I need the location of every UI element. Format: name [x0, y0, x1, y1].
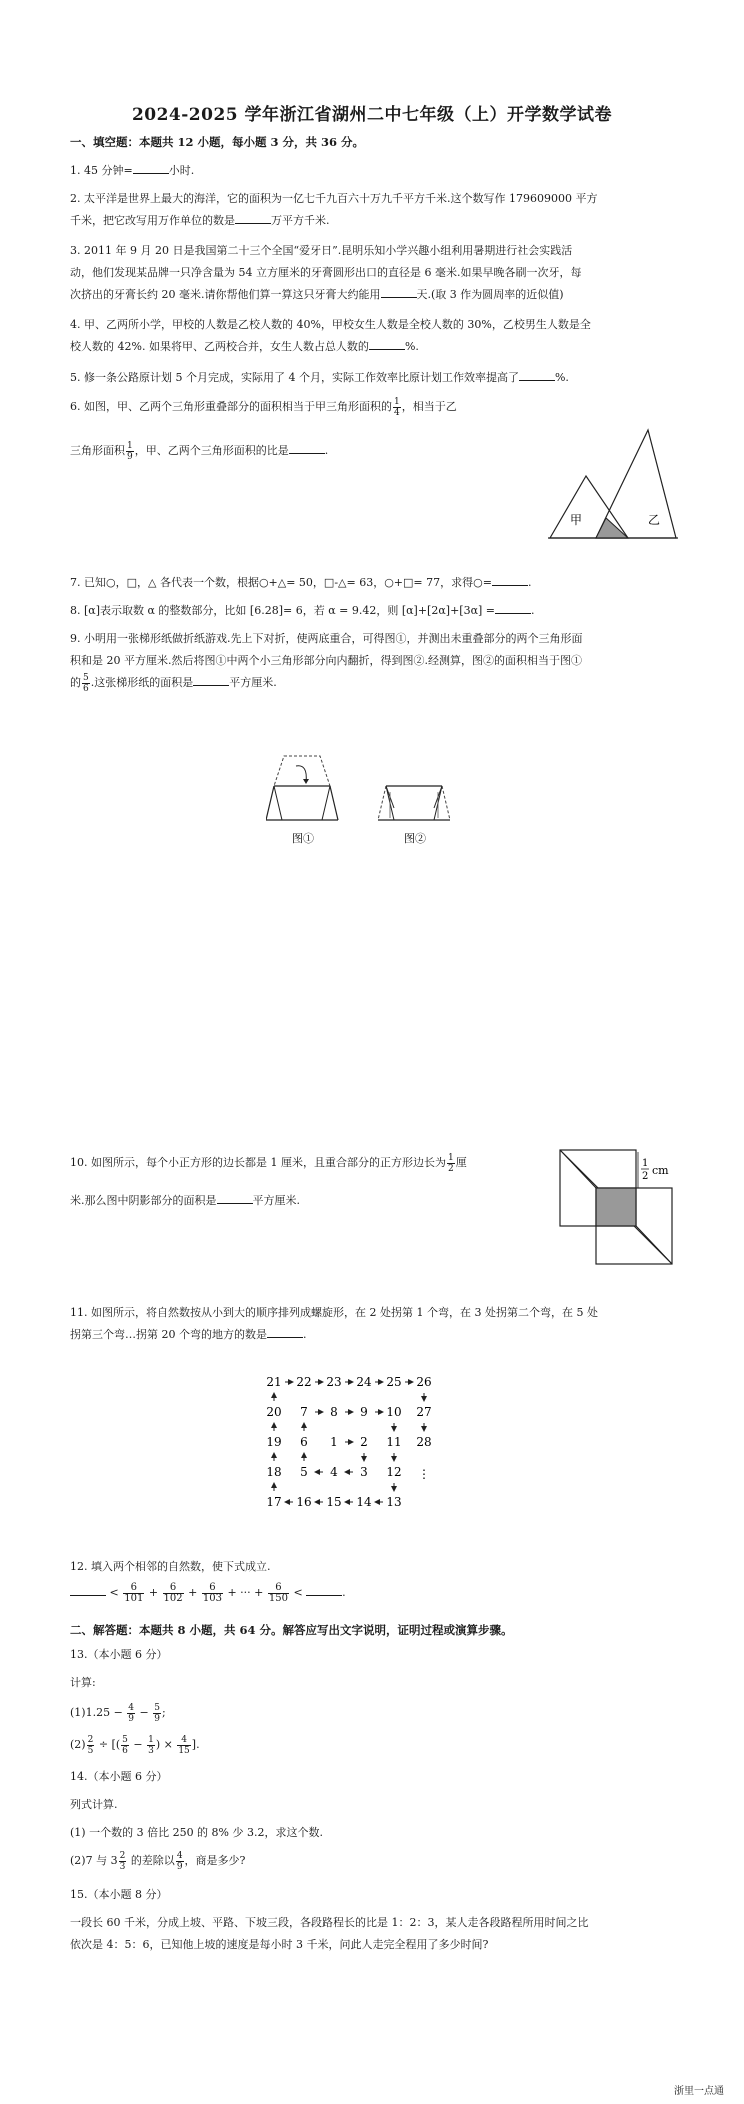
answer-blank[interactable]	[267, 1327, 303, 1338]
question-12-formula: < $\frac{6}{101}$ + $\frac{6}{102}$ + $\frac{6}{103}$ + ··· + $\frac{6}{150}$ < .	[70, 1578, 676, 1608]
question-11: 11. 如图所示，将自然数按从小到大的顺序排列成螺旋形，在 2 处拐第 1 个弯，在 3 处拐第二个弯，在 5 处 拐第三个弯…拐第 20 个弯的地方的数是 .	[70, 1306, 598, 1341]
question-5: 5. 修一条公路原计划 5 个月完成，实际用了 4 个月，实际工作效率比原计划工作效率提高了 %.	[70, 371, 569, 384]
spiral-number: 27	[416, 1405, 432, 1419]
spiral-number: 7	[300, 1405, 308, 1419]
question-7: 7. 已知○，□，△ 各代表一个数，根据○+△= 50，□-△= 63，○+□= 77，求得○= .	[70, 576, 532, 589]
spiral-number: 20	[266, 1405, 282, 1419]
overlap-shaded	[596, 518, 628, 538]
question-2: 2. 太平洋是世界上最大的海洋，它的面积为一亿七千九百六十万九千平方千米.这个数写作 179609000 平方 千米，把它改写用万作单位的数是 万平方千米.	[70, 192, 598, 227]
question-1: 1. 45 分钟= 小时.	[70, 164, 195, 177]
footer-brand: 浙里一点通	[674, 2086, 724, 2097]
spiral-number: 1	[330, 1435, 338, 1449]
answer-blank-right[interactable]	[306, 1585, 342, 1596]
question-14-intro: 列式计算.	[70, 1798, 118, 1811]
spiral-figure	[260, 1370, 490, 1530]
question-15-body: 一段长 60 千米，分成上坡、平路、下坡三段，各段路程长的比是 1：2：3，某人走各段路程所用时间之比 依次是 4：5：6，已知他上坡的速度是每小时 3 千米，问此人走完全程用了多少时间?	[70, 1916, 589, 1951]
spiral-number: 11	[386, 1435, 402, 1449]
spiral-number: 9	[360, 1405, 368, 1419]
spiral-number: 22	[296, 1375, 312, 1389]
answer-blank[interactable]	[495, 603, 531, 614]
fig-label-den: 2	[642, 1171, 649, 1182]
spiral-number: 17	[266, 1495, 282, 1509]
fig-label-unit: cm	[652, 1164, 669, 1177]
answer-blank[interactable]	[519, 370, 555, 381]
question-10-line2: 米.那么图中阴影部分的面积是 平方厘米.	[70, 1194, 300, 1207]
answer-blank[interactable]	[217, 1193, 253, 1204]
question-9: 9. 小明用一张梯形纸做折纸游戏.先上下对折，使两底重合，可得图①，并测出未重叠部分的两个三角形面 积和是 20 平方厘米.然后将图①中两个小三角形部分向内翻折，得到图②.经测算，图②的面积相当于图① 的 $\frac{5}{6}$ .这张梯形纸的面积是 平方厘米.	[70, 632, 583, 694]
spiral-number: 15	[326, 1495, 342, 1509]
spiral-number: 10	[386, 1405, 402, 1419]
answer-blank[interactable]	[381, 287, 417, 298]
spiral-number: 28	[416, 1435, 432, 1449]
question-10: 10. 如图所示，每个小正方形的边长都是 1 厘米，且重合部分的正方形边长为 $\frac{1}{2}$ 厘	[70, 1152, 467, 1174]
question-13-intro: 计算:	[70, 1676, 96, 1689]
page-title: 2024-2025 学年浙江省湖州二中七年级（上）开学数学试卷	[131, 105, 613, 125]
answer-blank[interactable]	[133, 163, 169, 174]
spiral-number: 14	[356, 1495, 372, 1509]
question-13-head: 13.（本小题 6 分）	[70, 1648, 168, 1661]
answer-blank-left[interactable]	[70, 1585, 106, 1596]
question-13-part2: (2) $\frac{2}{5}$ ÷ [( $\frac{5}{6}$ − $\frac{1}{3}$ ) × $\frac{4}{15}$ ].	[70, 1734, 200, 1756]
spiral-number: 23	[326, 1375, 342, 1389]
spiral-number: 3	[360, 1465, 368, 1479]
answer-blank[interactable]	[235, 213, 271, 224]
spiral-number: 4	[330, 1465, 338, 1479]
section-heading-2: 二、解答题：本题共 8 小题，共 64 分。解答应写出文字说明，证明过程或演算步骤。	[70, 1623, 513, 1637]
question-14-part2: (2)7 与 3 $\frac{2}{3}$ 的差除以 $\frac{4}{9}$ ，商是多少?	[70, 1850, 246, 1872]
question-13-part1: (1)1.25 − $\frac{4}{9}$ − $\frac{5}{9}$ ;	[70, 1702, 166, 1724]
answer-blank[interactable]	[492, 575, 528, 586]
question-14-head: 14.（本小题 6 分）	[70, 1770, 168, 1783]
spiral-number: 18	[266, 1465, 282, 1479]
question-15-head: 15.（本小题 8 分）	[70, 1888, 168, 1901]
answer-blank[interactable]	[369, 339, 405, 350]
spiral-number: 8	[330, 1405, 338, 1419]
spiral-number: 25	[386, 1375, 402, 1389]
triangles-figure	[548, 428, 678, 540]
spiral-number: 2	[360, 1435, 368, 1449]
spiral-number: 6	[300, 1435, 308, 1449]
section-heading-1: 一、填空题：本题共 12 小题，每小题 3 分，共 36 分。	[70, 135, 365, 149]
question-4: 4. 甲、乙两所小学，甲校的人数是乙校人数的 40%，甲校女生人数是全校人数的 30%，乙校男生人数是全 校人数的 42%. 如果将甲、乙两校合并，女生人数占总人数的 %.	[70, 318, 591, 353]
answer-blank[interactable]	[289, 443, 325, 454]
fold-figure	[266, 752, 478, 852]
answer-blank[interactable]	[193, 675, 229, 686]
spiral-number: 12	[386, 1465, 402, 1479]
question-12: 12. 填入两个相邻的自然数，使下式成立.	[70, 1560, 271, 1573]
spiral-number: 21	[266, 1375, 282, 1389]
label-yi: 乙	[648, 513, 661, 527]
spiral-number: 16	[296, 1495, 312, 1509]
figure-2-label: 图②	[404, 832, 426, 845]
spiral-continuation: ⋮	[418, 1467, 430, 1481]
spiral-number: 5	[300, 1465, 308, 1479]
label-jia: 甲	[570, 513, 583, 527]
squares-figure	[558, 1146, 678, 1276]
spiral-number: 13	[386, 1495, 402, 1509]
question-8: 8. [α]表示取数 α 的整数部分，比如 [6.28]= 6，若 α = 9.42，则 [α]+[2α]+[3α] = .	[70, 604, 535, 617]
question-6: 6. 如图，甲、乙两个三角形重叠部分的面积相当于甲三角形面积的 $\frac{1}{4}$ ，相当于乙	[70, 396, 457, 418]
question-6-line2: 三角形面积 $\frac{1}{9}$ ，甲、乙两个三角形面积的比是 .	[70, 440, 329, 462]
spiral-number: 24	[356, 1375, 372, 1389]
overlap-square	[596, 1188, 636, 1226]
question-14-part1: (1) 一个数的 3 倍比 250 的 8% 少 3.2，求这个数.	[70, 1826, 323, 1839]
figure-1-label: 图①	[292, 832, 314, 845]
question-3: 3. 2011 年 9 月 20 日是我国第二十三个全国“爱牙日”.昆明乐知小学兴趣小组利用暑期进行社会实践活 动，他们发现某品牌一只净含量为 54 立方厘米的牙膏圆形出口的直径是 6 毫米.如果早晚各刷一次牙，每 次挤出的牙膏长约 20 毫米.请你帮他们算一算这只牙膏大约能用 天.(取 3 作为圆周率的近似值)	[70, 244, 582, 301]
fig-label-num: 1	[642, 1158, 649, 1169]
spiral-number: 26	[416, 1375, 432, 1389]
spiral-number: 19	[266, 1435, 282, 1449]
